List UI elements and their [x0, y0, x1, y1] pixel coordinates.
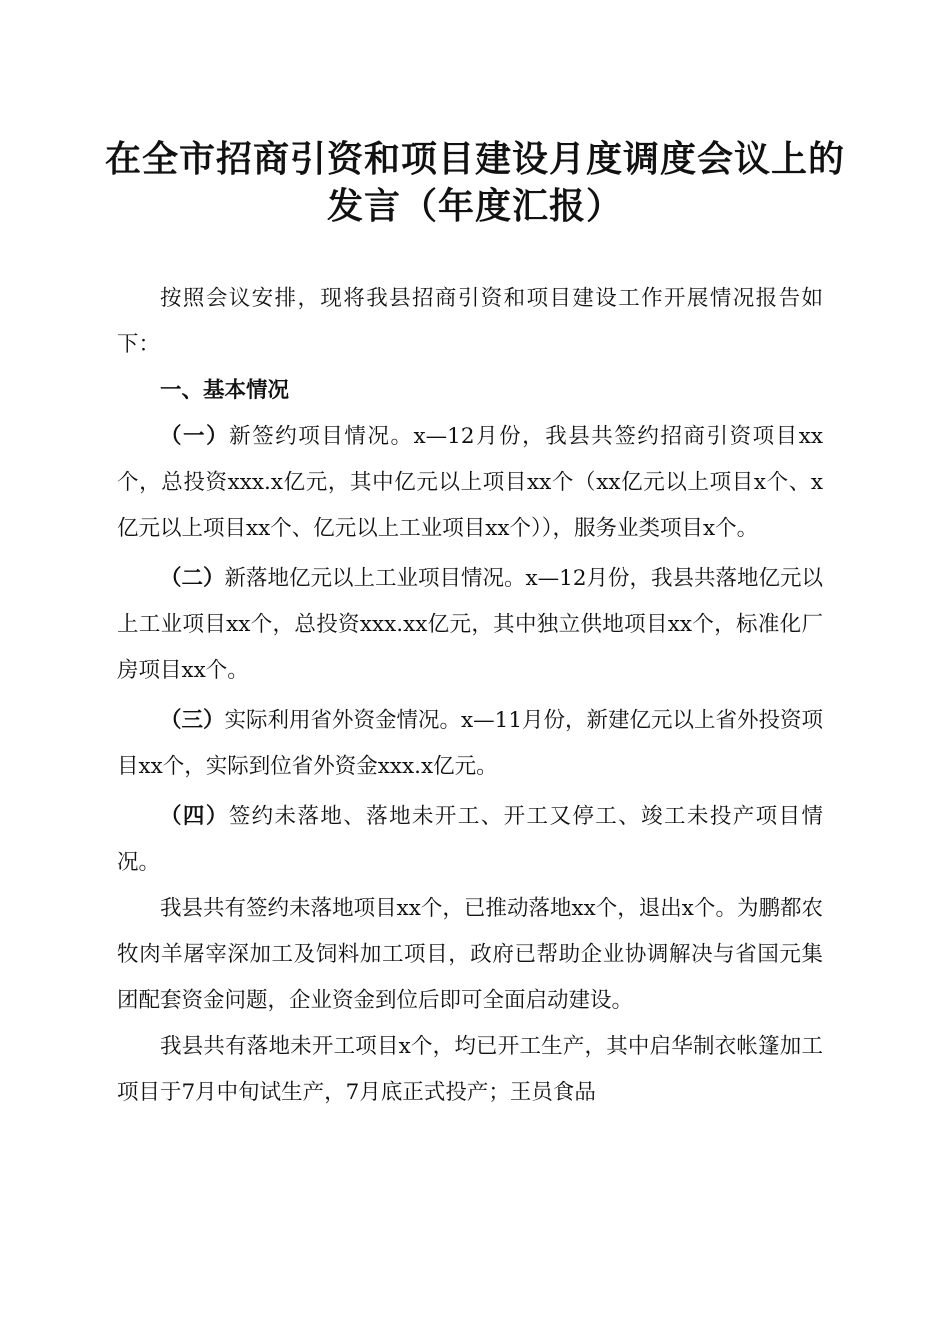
- intro-paragraph: 按照会议安排，现将我县招商引资和项目建设工作开展情况报告如下：: [117, 286, 823, 357]
- item-label-4: （四）: [160, 804, 229, 829]
- page-title: [100, 136, 850, 230]
- item-label-3: （三）: [160, 708, 225, 733]
- item-label-2: （二）: [160, 566, 225, 591]
- document-body: [117, 276, 823, 1116]
- item-label-1: （一）: [160, 424, 230, 449]
- section-heading-basic: 一、基本情况: [160, 378, 290, 403]
- unstarted-projects-paragraph: 我县共有落地未开工项目x个，均已开工生产，其中启华制衣帐篷加工项目于7月中旬试生产，7月底正式投产；王员食品: [117, 1034, 823, 1105]
- item-paragraph-1: [117, 414, 823, 552]
- item-paragraph-2: [117, 556, 823, 694]
- item-text-3: 实际利用省外资金情况。x—11月份，新建亿元以上省外投资项目xx个，实际到位省外资金xxx.x亿元。: [117, 708, 824, 779]
- item-text-1: 新签约项目情况。x—12月份，我县共签约招商引资项目xx个，总投资xxx.x亿元，其中亿元以上项目xx个（xx亿元以上项目x个、x亿元以上项目xx个、亿元以上工业项目xx个）），服务业类项目x个。: [117, 424, 823, 541]
- item-paragraph-4: [117, 794, 823, 886]
- item-paragraph-3: [117, 698, 823, 790]
- item-text-2: 新落地亿元以上工业项目情况。x—12月份，我县共落地亿元以上工业项目xx个，总投资xxx.xx亿元，其中独立供地项目xx个，标准化厂房项目xx个。: [117, 566, 824, 683]
- unlanded-projects-paragraph: 我县共有签约未落地项目xx个，已推动落地xx个，退出x个。为鹏都农牧肉羊屠宰深加工及饲料加工项目，政府已帮助企业协调解决与省国元集团配套资金问题，企业资金到位后即可全面启动建设。: [117, 896, 823, 1013]
- title-line-2: 发言（年度汇报）: [326, 185, 623, 227]
- item-text-4: 签约未落地、落地未开工、开工又停工、竣工未投产项目情况。: [117, 804, 823, 875]
- title-line-1: 在全市招商引资和项目建设月度调度会议上的: [104, 138, 845, 180]
